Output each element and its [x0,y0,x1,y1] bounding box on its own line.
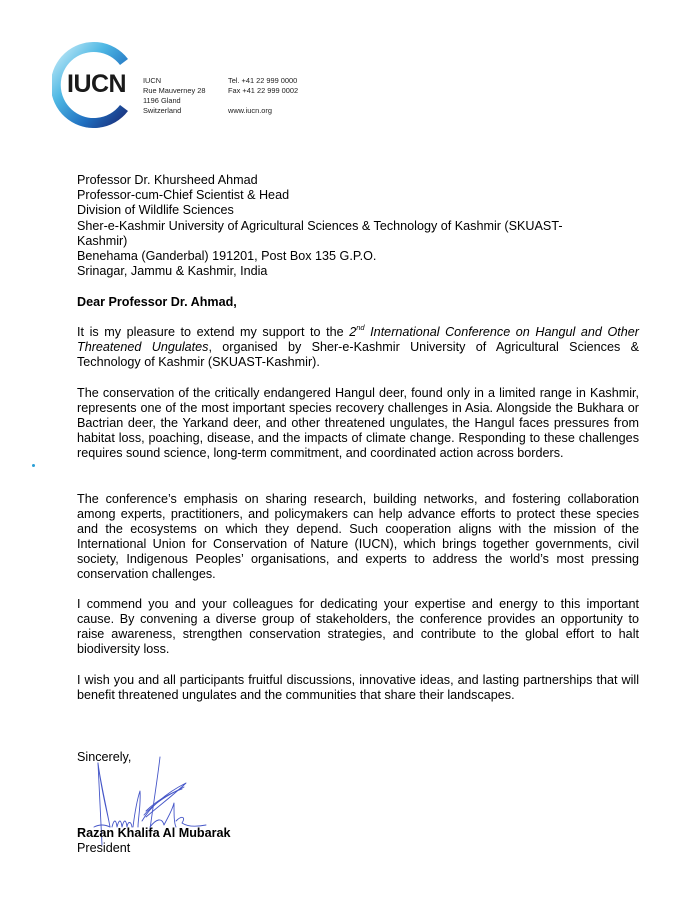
recipient-line: Benehama (Ganderbal) 191201, Post Box 135 G.P.O. [77,249,377,264]
letterhead-contact [228,76,298,116]
ordinal-suffix: nd [356,322,365,332]
logo-wordmark: IUCN [67,70,127,98]
address-line: Rue Mauverney 28 [143,86,206,95]
margin-marker-dot [32,464,35,467]
recipient-line: Professor-cum-Chief Scientist & Head [77,188,290,203]
website-link[interactable]: www.iucn.org [228,106,272,115]
fax: Fax +41 22 999 0002 [228,86,299,95]
signer-title: President [77,841,131,855]
recipient-line: Division of Wildlife Sciences [77,203,234,218]
paragraph-commendation: I commend you and your colleagues for dedicating your expertise and energy to this important cause. By convening a diverse group of stakeholders, the conference provides an opportunity to raise awareness, strengthen conservation strategies, and contribute to the global effort to halt biodiversity loss. [77,597,639,657]
address-line: 1196 Gland [143,96,181,105]
address-line: Switzerland [143,106,182,115]
iucn-logo [52,42,138,128]
signer-name: Razan Khalifa Al Mubarak [77,826,231,840]
telephone: Tel. +41 22 999 0000 [228,76,298,85]
salutation: Dear Professor Dr. Ahmad, [77,295,237,309]
paragraph-conservation: The conservation of the critically endangered Hangul deer, found only in a limited range in Kashmir, represents one of the most important species recovery challenges in Asia. Alongside the Bukhara or Bactrian deer, the Yarkand deer, and other threatened ungulates, the Hangul faces pressures from habitat loss, poaching, disease, and the impacts of climate change. Responding to these challenges requires sound science, long-term commitment, and coordinated action across borders. [77,386,639,461]
intro-lead: It is my pleasure to extend my support to the [77,325,350,339]
closing: Sincerely, [77,750,132,764]
conference-title: 2nd International Conference on Hangul and Other Threatened Ungulates [77,322,639,355]
recipient-address [77,173,642,279]
paragraph-intro [77,322,640,370]
letterhead-address [143,76,205,116]
recipient-line: Sher-e-Kashmir University of Agricultural Sciences & Technology of Kashmir (SKUAST- [77,218,563,233]
address-line: IUCN [143,76,162,85]
paragraph-collaboration: The conference’s emphasis on sharing research, building networks, and fostering collaboration among experts, practitioners, and policymakers can help advance efforts to protect these species and the ecosystems on which they depend. Such cooperation aligns with the mission of the International Union for Conservation of Nature (IUCN), which brings together governments, civil society, Indigenous Peoples’ organisations, and experts to address the world’s most pressing conservation challenges. [77,492,639,582]
recipient-line: Kashmir) [77,233,128,248]
recipient-line: Srinagar, Jammu & Kashmir, India [77,264,268,279]
recipient-line: Professor Dr. Khursheed Ahmad [77,173,258,187]
intro-tail: , organised by Sher-e-Kashmir University of Agricultural Sciences & Technology of Kashmir (SKUAST-Kashmir). [77,340,640,370]
paragraph-wishes: I wish you and all participants fruitful discussions, innovative ideas, and lasting partnerships that will benefit threatened ungulates and the communities that share their landscapes. [77,673,639,703]
